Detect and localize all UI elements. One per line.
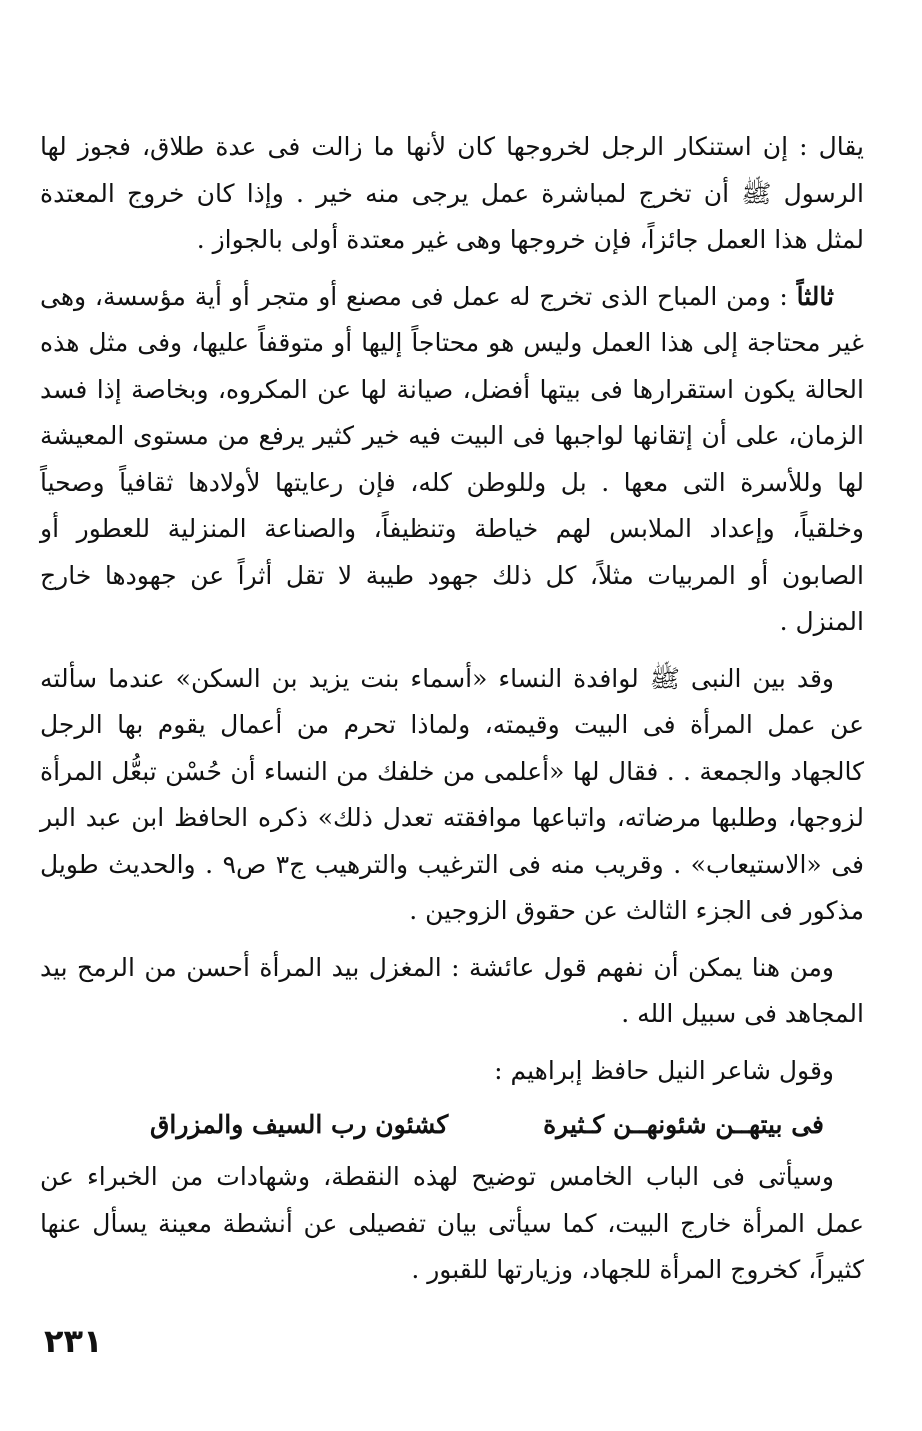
paragraph-1: يقال : إن استنكار الرجل لخروجها كان لأنها ما زالت فى عدة طلاق، فجوز لها الرسول ﷺ أن تخرج لمباشرة عمل يرجى منه خير . وإذا كان خروج المعتدة لمثل هذا العمل جائزاً، فإن خروجها وهى غير معتدة أولى بالجواز . [40, 132, 864, 254]
verse-first-hemistich: فى بيتهــن شئونهــن كـثيرة [543, 1110, 824, 1139]
page-body [40, 124, 864, 1294]
verse-second-hemistich: كشئون رب السيف والمزراق [150, 1110, 449, 1139]
paragraph-gap [40, 264, 864, 274]
paragraph-2 [40, 274, 864, 646]
paragraph-4: ومن هنا يمكن أن نفهم قول عائشة : المغزل بيد المرأة أحسن من الرمح بيد المجاهد فى سبيل الله . [40, 952, 864, 1028]
poetry-verse [40, 1100, 864, 1150]
paragraph-gap [40, 646, 864, 656]
paragraph-gap [40, 935, 864, 945]
section-heading-thalithan: ثالثاً [796, 281, 834, 311]
paragraph-6: وسيأتى فى الباب الخامس توضيح لهذه النقطة، وشهادات من الخبراء عن عمل المرأة خارج البيت، كما سيأتى بيان تفصيلى عن أنشطة معينة يسأل عنها كثيراً، كخروج المرأة للجهاد، وزيارتها للقبور . [40, 1162, 864, 1284]
paragraph-gap [40, 1038, 864, 1048]
paragraph-3: وقد بين النبى ﷺ لوافدة النساء «أسماء بنت يزيد بن السكن» عندما سألته عن عمل المرأة فى البيت وقيمته، ولماذا تحرم من أعمال يقوم بها الرجل كالجهاد والجمعة . . فقال لها «أعلمى من خلفك من النساء أن حُسْن تبعُّل المرأة لزوجها، وطلبها مرضاته، واتباعها موافقته تعدل ذلك» ذكره الحافظ ابن عبد البر فى «الاستيعاب» . وقريب منه فى الترغيب والترهيب ج٣ ص٩ . والحديث طويل مذكور فى الجزء الثالث عن حقوق الزوجين . [40, 663, 864, 925]
paragraph-2-text: : ومن المباح الذى تخرج له عمل فى مصنع أو متجر أو أية مؤسسة، وهى غير محتاجة إلى هذا العمل وليس هو محتاجاً إليها أو متوقفاً عليها، وفى مثل هذه الحالة يكون استقرارها فى بيتها أفضل، صيانة لها عن المكروه، وبخاصة إذا فسد الزمان، على أن إتقانها لواجبها فى البيت فيه خير كثير يرفع من مستوى المعيشة لها وللأسرة التى معها . بل وللوطن كله، فإن رعايتها لأولادها ثقافياً وصحياً وخلقياً، وإعداد الملابس لهم خياطة وتنظيفاً، والصناعة المنزلية للعطور أو الصابون أو المربيات مثلاً، كل ذلك جهود طيبة لا تقل أثراً عن جهودها خارج المنزل . [40, 281, 864, 636]
paragraph-5: وقول شاعر النيل حافظ إبراهيم : [494, 1055, 834, 1085]
page-number: ٢٣١ [44, 1322, 103, 1360]
